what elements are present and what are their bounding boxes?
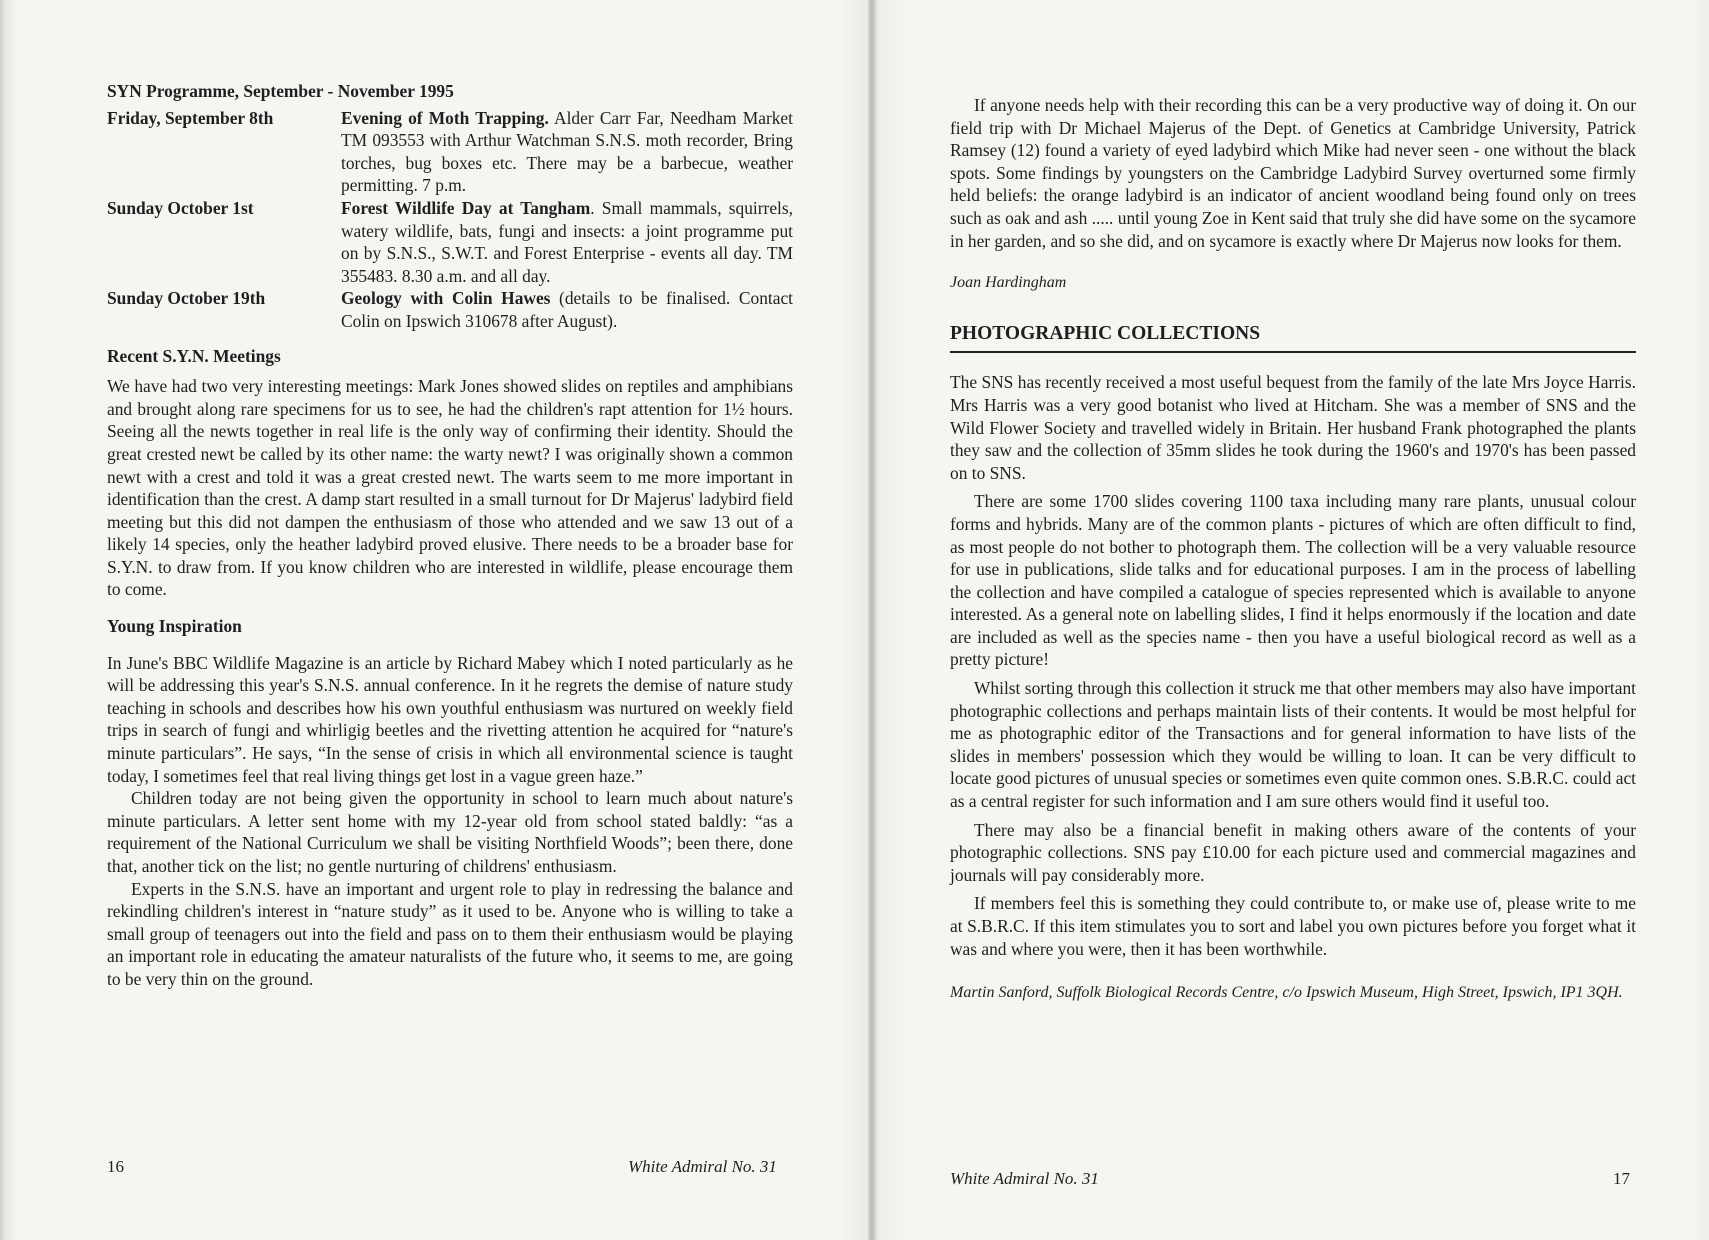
programme-date: Sunday October 19th bbox=[107, 288, 266, 309]
photo-paragraph-3: Whilst sorting through this collection it struck me that other members may also have important photographic collections and perhaps maintain lists of their contents. It would be most helpful for me as photographic editor of the Transactions and for general information to have lists of the slides in members' possession which they would be willing to loan. It can be very difficult to locate good pictures of unusual species or sometimes even quite common ones. S.B.R.C. could act as a central register for such information and I am sure others would find it useful too. bbox=[950, 678, 1636, 812]
young-inspiration-paragraph-1: In June's BBC Wildlife Magazine is an article by Richard Mabey which I noted particularly as he will be addressing this year's S.N.S. annual conference. In it he regrets the demise of nature study teaching in schools and describes how his own youthful enthusiasm was nurtured on weekly field trips in search of fungi and whirligig beetles and the rivetting attention he acquired for “nature's minute particulars”. He says, “In the sense of crisis in which all environmental science is taught today, I sometimes feel that real living things get lost in a vague green haze.” bbox=[107, 652, 793, 786]
programme-event: Evening of Moth Trapping. bbox=[341, 107, 549, 128]
left-journal-footer: White Admiral No. 31 bbox=[628, 1157, 777, 1176]
programme-event: Geology with Colin Hawes bbox=[341, 288, 551, 309]
young-inspiration-heading: Young Inspiration bbox=[107, 616, 242, 637]
left-column bbox=[107, 80, 793, 991]
young-inspiration-paragraph-3: Experts in the S.N.S. have an important and urgent role to play in redressing the balance and rekindling children's interest in “nature study” as it used to be. Anyone who is willing to take a small group of teenagers out into the field and pass on to them their enthusiasm would be playing an important role in educating the amateur naturalists of the future who, it seems to me, are going to be very thin on the ground. bbox=[107, 878, 793, 989]
programme-details: . Small mammals, squirrels, watery wildlife, bats, fungi and insects: a joint programme put on by S.N.S., S.W.T. and Forest Enterprise - events all day. TM 355483. 8.30 a.m. and all day. bbox=[341, 197, 793, 286]
photo-paragraph-5: If members feel this is something they could contribute to, or make use of, please write to me at S.B.R.C. If this item stimulates you to sort and label you own pictures before you forget what it was and where you were, then it has been worthwhile. bbox=[950, 893, 1636, 959]
programme-description bbox=[341, 287, 793, 332]
programme-title: SYN Programme, September - November 1995 bbox=[107, 81, 454, 101]
programme-details: Alder Carr Far, Needham Market TM 093553 with Arthur Watchman S.N.S. moth recorder, Bring torches, bug boxes etc. There may be a barbecue, weather permitting. 7 p.m. bbox=[341, 107, 793, 196]
recent-meetings-text: We have had two very interesting meetings: Mark Jones showed slides on reptiles and amphibians and brought along rare specimens for us to see, he had the children's rapt attention for 1½ hours. Seeing all the newts together in real life is the only way of confirming their identity. Should the great crested newt be called by its other name: the warty newt? I was originally shown a common newt with a crest and told it was a great crested newt. The warts seem to me more important in identification than the crest. A damp start resulted in a small turnout for Dr Majerus' ladybird field meeting but this did not dampen the enthusiasm of those who attended and we saw 13 out of a likely 14 species, only the heather ladybird proved elusive. There needs to be a broader base for S.Y.N. to draw from. If you know children who are interested in wildlife, please encourage them to come. bbox=[107, 376, 793, 600]
programme-date: Sunday October 1st bbox=[107, 197, 254, 218]
recent-meetings-heading: Recent S.Y.N. Meetings bbox=[107, 345, 281, 366]
programme-description bbox=[341, 107, 793, 197]
programme-date: Friday, September 8th bbox=[107, 107, 274, 128]
photographic-collections-heading: PHOTOGRAPHIC COLLECTIONS bbox=[950, 323, 1636, 354]
right-page-number: 17 bbox=[1613, 1169, 1630, 1188]
photo-paragraph-1: The SNS has recently received a most useful bequest from the family of the late Mrs Joyce Harris. Mrs Harris was a very good botanist who lived at Hitcham. She was a member of SNS and the Wild Flower Society and travelled widely in Britain. Her husband Frank photographed the plants they saw and the collection of 35mm slides he took during the 1960's and 1970's has been passed on to SNS. bbox=[950, 372, 1636, 483]
programme-row bbox=[107, 287, 793, 332]
programme-details: (details to be finalised. Contact Colin on Ipswich 310678 after August). bbox=[341, 288, 793, 331]
right-column bbox=[950, 94, 1636, 1005]
book-gutter bbox=[868, 0, 876, 1240]
programme-row bbox=[107, 107, 793, 197]
ladybird-paragraph: If anyone needs help with their recording this can be a very productive way of doing it. On our field trip with Dr Michael Majerus of the Dept. of Genetics at Cambridge University, Patrick Ramsey (12) found a variety of eyed ladybird which Mike had never seen - one without the black spots. Some findings by youngsters on the Cambridge Ladybird Survey overturned some firmly held beliefs: the orange ladybird is an indicator of ancient woodland being found only on trees such as oak and ash ..... until young Zoe in Kent said that truly she did have some on the sycamore in her garden, and so she did, and on sycamore is exactly where Dr Majerus now looks for them. bbox=[950, 95, 1636, 251]
left-page-number: 16 bbox=[107, 1157, 124, 1176]
right-journal-footer: White Admiral No. 31 bbox=[950, 1169, 1099, 1188]
signature-martin-sanford: Martin Sanford, Suffolk Biological Records Centre, c/o Ipswich Museum, High Street, Ipswich, IP1 3QH. bbox=[950, 984, 1623, 1002]
photo-paragraph-2: There are some 1700 slides covering 1100 taxa including many rare plants, unusual colour forms and hybrids. Many are of the common plants - pictures of which are often difficult to find, as most people do not bother to photograph them. The collection will be a very valuable resource for use in publications, slide talks and for educational purposes. I am in the process of labelling the collection and have compiled a catalogue of species represented which is available to anyone interested. As a general note on labelling slides, I find it helps enormously if the location and date are included as well as the species name - then you have a useful biological record as well as a pretty picture! bbox=[950, 491, 1636, 670]
programme-event: Forest Wildlife Day at Tangham bbox=[341, 197, 591, 218]
photo-paragraph-4: There may also be a financial benefit in making others aware of the contents of your photographic collections. SNS pay £10.00 for each picture used and commercial magazines and journals will pay considerably more. bbox=[950, 819, 1636, 885]
young-inspiration-paragraph-2: Children today are not being given the opportunity in school to learn much about nature's minute particulars. A letter sent home with my 12-year old from school stated baldly: “as a requirement of the National Curriculum we shall be visiting Northfield Woods”; been there, done that, another tick on the list; no gentle nurturing of childrens' enthusiasm. bbox=[107, 788, 793, 876]
programme-description bbox=[341, 197, 793, 287]
signature-joan-hardingham: Joan Hardingham bbox=[950, 274, 1067, 292]
programme-row bbox=[107, 197, 793, 287]
